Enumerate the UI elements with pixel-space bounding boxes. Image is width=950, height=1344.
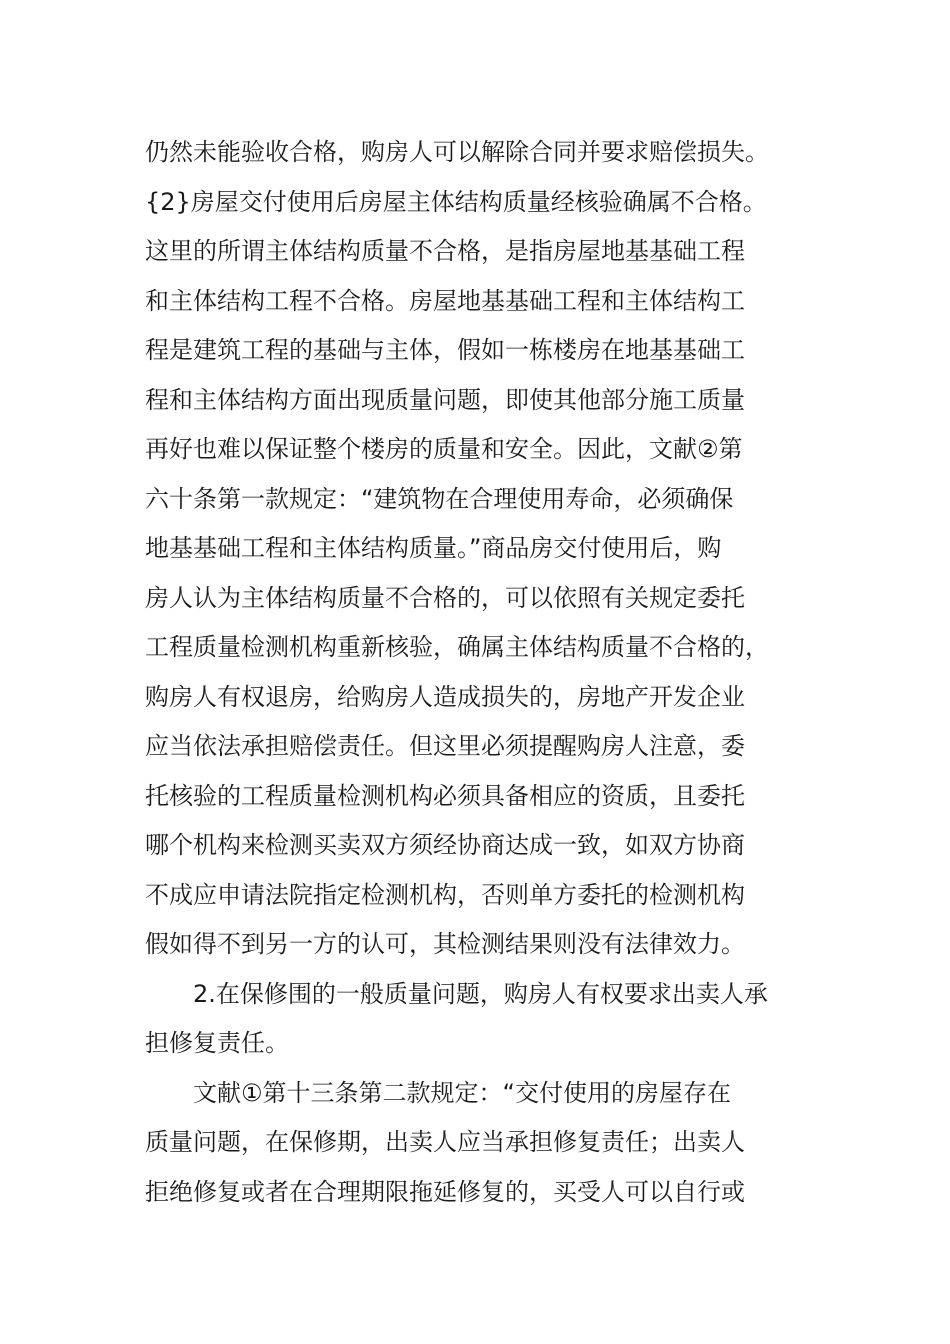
text-line: 假如得不到另一方的认可，其检测结果则没有法律效力。 — [145, 930, 745, 958]
text-line: 应当依法承担赔偿责任。但这里必须提醒购房人注意，委 — [145, 732, 745, 760]
text-line: 程和主体结构方面出现质量问题，即使其他部分施工质量 — [145, 385, 745, 414]
body-text — [145, 128, 825, 1217]
text-line: 拒绝修复或者在合理期限拖延修复的，买受人可以自行或 — [145, 1177, 745, 1206]
text-line: 房人认为主体结构质量不合格的，可以依照有关规定委托 — [145, 583, 745, 612]
text-line: 哪个机构来检测买卖双方须经协商达成一致，如双方协商 — [145, 831, 745, 859]
text-line: 质量问题，在保修期，出卖人应当承担修复责任；出卖人 — [145, 1128, 745, 1156]
text-line: 这里的所谓主体结构质量不合格，是指房屋地基基础工程 — [145, 237, 745, 265]
text-line: 担修复责任。 — [145, 1029, 289, 1057]
text-line: 六十条第一款规定：“建筑物在合理使用寿命，必须确保 — [145, 484, 734, 513]
text-line: 和主体结构工程不合格。房屋地基基础工程和主体结构工 — [145, 286, 745, 315]
text-line: 购房人有权退房，给购房人造成损失的，房地产开发企业 — [145, 682, 745, 711]
text-line: 再好也难以保证整个楼房的质量和安全。因此，文献②第 — [145, 435, 743, 463]
text-line: {2}房屋交付使用后房屋主体结构质量经核验确属不合格。 — [145, 187, 767, 216]
text-line: 工程质量检测机构重新核验，确属主体结构质量不合格的， — [145, 633, 769, 661]
text-line: 2.在保修围的一般质量问题，购房人有权要求出卖人承 — [193, 979, 768, 1008]
text-line: 仍然未能验收合格，购房人可以解除合同并要求赔偿损失。 — [145, 138, 769, 166]
text-line: 不成应申请法院指定检测机构，否则单方委托的检测机构 — [145, 880, 745, 909]
text-line: 文献①第十三条第二款规定：“交付使用的房屋存在 — [193, 1078, 731, 1107]
text-line: 地基基础工程和主体结构质量。”商品房交付使用后，购 — [145, 534, 722, 562]
text-line: 程是建筑工程的基础与主体，假如一栋楼房在地基基础工 — [145, 336, 745, 364]
text-line: 托核验的工程质量检测机构必须具备相应的资质，且委托 — [145, 781, 745, 810]
